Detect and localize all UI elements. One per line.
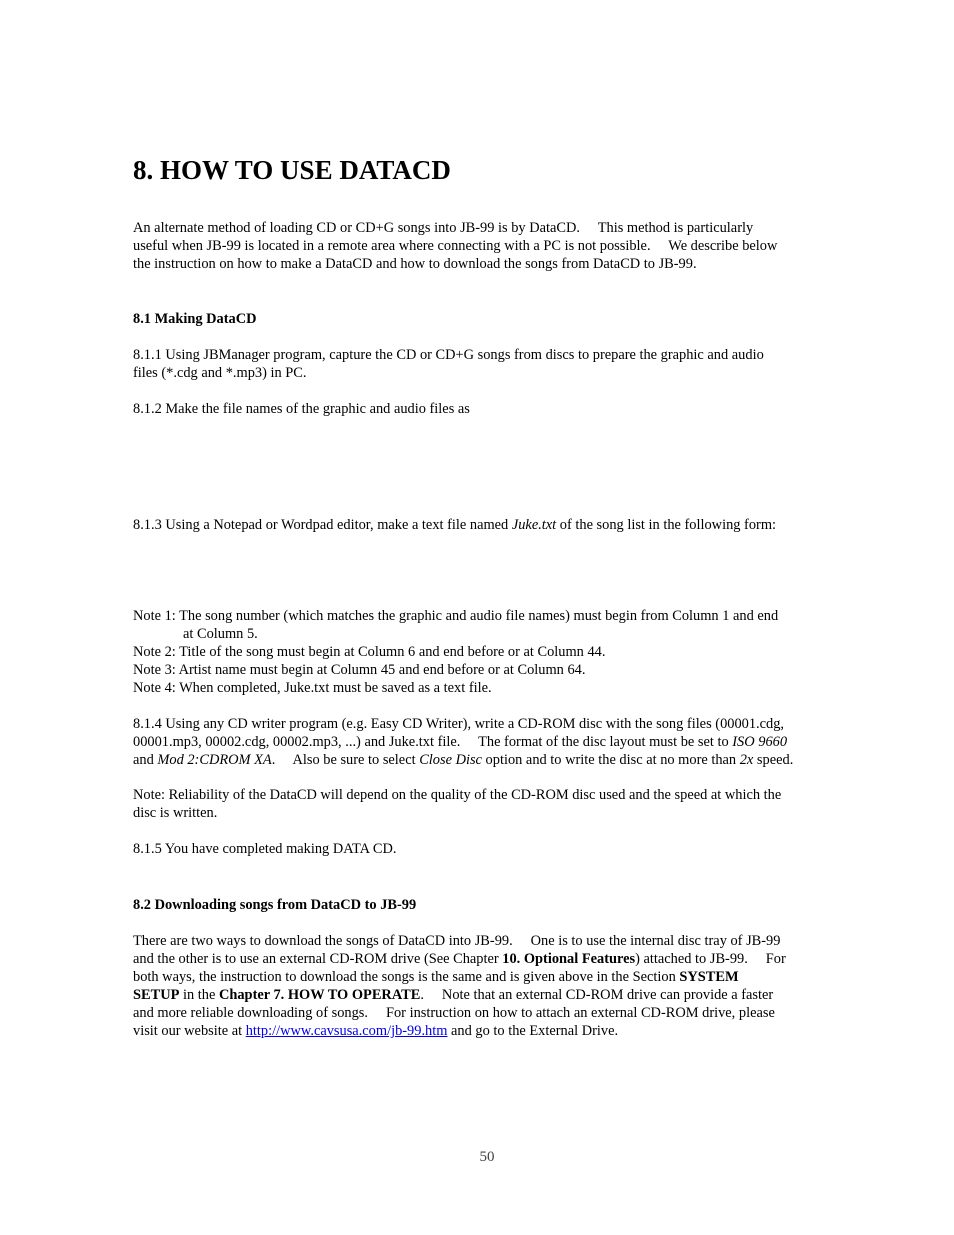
juke-filename: Juke.txt (511, 517, 557, 533)
note-2: Note 2: Title of the song must begin at Column 6 and end before or at Column 44. (133, 644, 606, 660)
page-number: 50 (479, 1149, 495, 1165)
note-line: Note: Reliability of the DataCD will depend on the quality of the CD-ROM disc used and the speed at which the (133, 787, 782, 803)
step-line: 8.1.1 Using JBManager program, capture the CD or CD+G songs from discs to prepare the graphic and audio (133, 347, 764, 363)
note-line: disc is written. (133, 805, 218, 821)
close-disc-option: Close Disc (419, 752, 482, 768)
step-text: and (133, 752, 158, 768)
paragraph-line: There are two ways to download the songs of DataCD into JB-99. One is to use the internal disc tray of JB-99 (133, 933, 781, 949)
step-line (133, 516, 845, 534)
paragraph-text: in the (179, 987, 219, 1003)
step-line: files (*.cdg and *.mp3) in PC. (133, 365, 307, 381)
step-text: . Also be sure to select (271, 752, 420, 768)
paragraph-line (133, 1022, 845, 1040)
disc-format: ISO 9660 (732, 734, 788, 750)
paragraph-text: and go to the External Drive. (447, 1023, 619, 1039)
system-setup-ref: SYSTEM (679, 969, 739, 985)
paragraph-text: ) attached to JB-99. For (635, 951, 786, 967)
step-line (133, 733, 845, 751)
disc-mode: Mod 2:CDROM XA (157, 752, 272, 768)
paragraph-text: and the other is to use an external CD-ROM drive (See Chapter (133, 951, 503, 967)
note-1-continued: at Column 5. (183, 626, 258, 642)
chapter-7-ref: Chapter 7. HOW TO OPERATE (218, 987, 421, 1003)
note-1: Note 1: The song number (which matches the graphic and audio file names) must begin from Column 1 and end (133, 608, 779, 624)
paragraph-line: and more reliable downloading of songs. For instruction on how to attach an external CD-ROM drive, please (133, 1005, 775, 1021)
step-8-1-3 (133, 516, 845, 534)
paragraph-line (133, 950, 845, 968)
step-line: 8.1.2 Make the file names of the graphic and audio files as (133, 401, 470, 417)
step-line (133, 751, 845, 769)
paragraph-line (133, 968, 845, 986)
step-text: speed. (753, 752, 794, 768)
section-8-1-heading: 8.1 Making DataCD (133, 311, 257, 327)
intro-line: the instruction on how to make a DataCD and how to download the songs from DataCD to JB-99. (133, 256, 697, 272)
note-3: Note 3: Artist name must begin at Column 45 and end before or at Column 64. (133, 662, 586, 678)
section-8-2-paragraph (133, 932, 845, 1040)
step-8-1-5 (133, 840, 845, 858)
website-link[interactable]: http://www.cavsusa.com/jb-99.htm (245, 1023, 448, 1039)
paragraph-text: . Note that an external CD-ROM drive can provide a faster (420, 987, 774, 1003)
intro-paragraph (133, 219, 845, 273)
intro-line: useful when JB-99 is located in a remote area where connecting with a PC is not possible. We describe below (133, 238, 778, 254)
step-text: option and to write the disc at no more than (481, 752, 740, 768)
optional-features-ref: 10. Optional Features (502, 951, 636, 967)
reliability-note (133, 786, 845, 822)
step-8-1-1 (133, 346, 845, 382)
step-text: 00001.mp3, 00002.cdg, 00002.mp3, ...) and Juke.txt file. The format of the disc layout must be set to (133, 734, 733, 750)
paragraph-text: both ways, the instruction to download the songs is the same and is given above in the Section (133, 969, 680, 985)
step-line: 8.1.5 You have completed making DATA CD. (133, 841, 397, 857)
step-text: 8.1.3 Using a Notepad or Wordpad editor, make a text file named (133, 517, 512, 533)
section-8-2-heading: 8.2 Downloading songs from DataCD to JB-99 (133, 897, 417, 913)
system-setup-ref-cont: SETUP (133, 987, 180, 1003)
note-4: Note 4: When completed, Juke.txt must be saved as a text file. (133, 680, 492, 696)
chapter-title: 8. HOW TO USE DATACD (133, 155, 451, 185)
step-8-1-2 (133, 400, 845, 418)
step-line: 8.1.4 Using any CD writer program (e.g. Easy CD Writer), write a CD-ROM disc with the song files (00001.cdg, (133, 716, 785, 732)
write-speed: 2x (739, 752, 754, 768)
paragraph-text: visit our website at (133, 1023, 246, 1039)
step-text: of the song list in the following form: (556, 517, 777, 533)
intro-line: An alternate method of loading CD or CD+G songs into JB-99 is by DataCD. This method is particularly (133, 220, 754, 236)
notes-block (133, 607, 845, 697)
paragraph-line (133, 986, 845, 1004)
step-8-1-4 (133, 715, 845, 769)
